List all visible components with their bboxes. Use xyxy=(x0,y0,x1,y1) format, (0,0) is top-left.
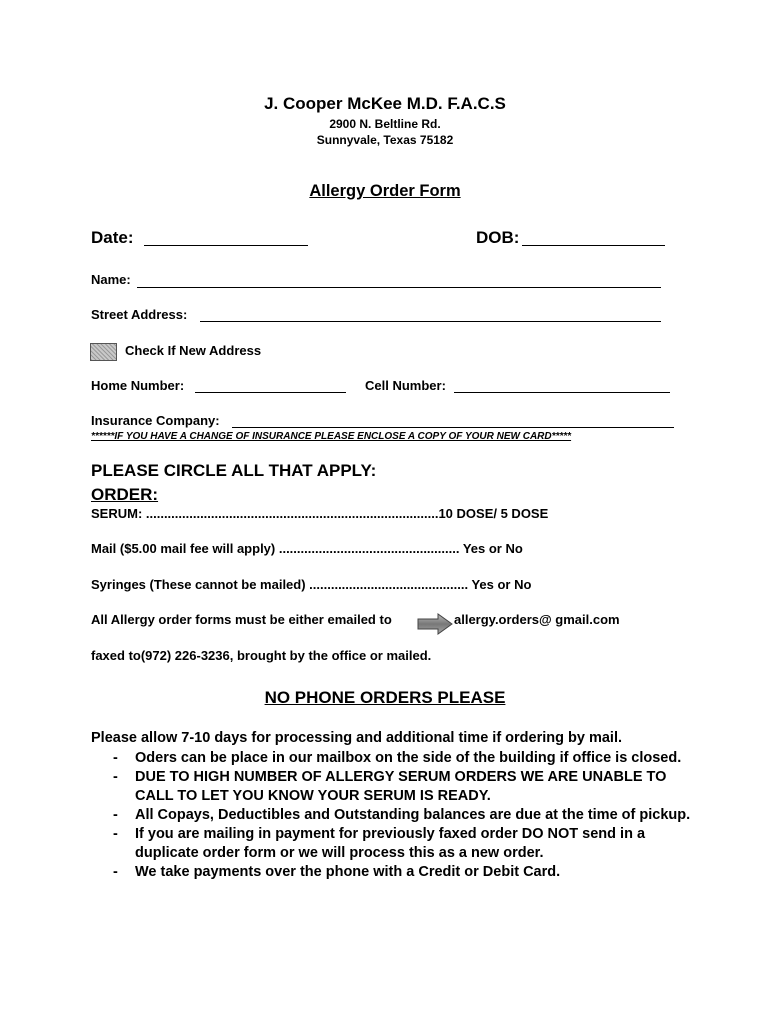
note-text: Oders can be place in our mailbox on the side of the building if office is closed. xyxy=(135,750,682,766)
name-field[interactable] xyxy=(137,287,661,288)
note-text: We take payments over the phone with a Credit or Debit Card. xyxy=(135,864,561,880)
doctor-name: J. Cooper McKee M.D. F.A.C.S xyxy=(264,94,506,113)
note-text: DUE TO HIGH NUMBER OF ALLERGY SERUM ORDERS WE ARE UNABLE TO CALL TO LET YOU KNOW YOUR SERUM IS READY. xyxy=(135,769,667,804)
date-label: Date: xyxy=(91,228,134,247)
new-address-label: Check If New Address xyxy=(125,343,262,358)
cell-number-label: Cell Number: xyxy=(365,378,446,393)
list-dash: - xyxy=(113,750,118,766)
name-label: Name: xyxy=(91,272,131,287)
list-dash: - xyxy=(113,769,118,785)
serum-line: SERUM: .................................................................................10 DOSE/ 5 DOSE xyxy=(91,506,549,521)
email-address[interactable]: allergy.orders@ gmail.com xyxy=(454,612,620,627)
notes-list xyxy=(91,749,691,882)
address-street: 2900 N. Beltline Rd. xyxy=(329,117,441,131)
dob-label: DOB: xyxy=(476,228,520,247)
home-number-label: Home Number: xyxy=(91,378,185,393)
new-address-checkbox[interactable] xyxy=(90,343,117,361)
list-item xyxy=(91,863,691,882)
list-dash: - xyxy=(113,807,118,823)
list-dash: - xyxy=(113,826,118,842)
form-title: Allergy Order Form xyxy=(309,182,461,200)
list-dash: - xyxy=(113,864,118,880)
list-item xyxy=(91,806,691,825)
insurance-field[interactable] xyxy=(232,427,674,428)
mail-line: Mail ($5.00 mail fee will apply) .................................................. Yes or No xyxy=(91,541,523,556)
no-phone-orders: NO PHONE ORDERS PLEASE xyxy=(264,688,506,707)
order-heading: ORDER: xyxy=(91,485,159,504)
syringes-line: Syringes (These cannot be mailed) ............................................ Yes or No xyxy=(91,577,532,592)
fax-line: faxed to(972) 226-3236, brought by the office or mailed. xyxy=(91,648,432,663)
list-item xyxy=(91,768,691,806)
note-text: If you are mailing in payment for previously faxed order DO NOT send in a duplicate order form or we will process this as a new order. xyxy=(135,826,646,861)
submit-text: All Allergy order forms must be either emailed to xyxy=(91,612,392,627)
list-item xyxy=(91,749,691,768)
notes-intro: Please allow 7-10 days for processing and additional time if ordering by mail. xyxy=(91,730,623,746)
arrow-right-icon xyxy=(417,613,453,635)
street-label: Street Address: xyxy=(91,307,188,322)
insurance-note: ******IF YOU HAVE A CHANGE OF INSURANCE PLEASE ENCLOSE A COPY OF YOUR NEW CARD***** xyxy=(91,431,572,442)
cell-number-field[interactable] xyxy=(454,392,670,393)
home-number-field[interactable] xyxy=(195,392,346,393)
street-field[interactable] xyxy=(200,321,661,322)
insurance-label: Insurance Company: xyxy=(91,413,220,428)
note-text: All Copays, Deductibles and Outstanding balances are due at the time of pickup. xyxy=(135,807,691,823)
dob-field[interactable] xyxy=(522,245,665,246)
circle-heading: PLEASE CIRCLE ALL THAT APPLY: xyxy=(91,461,377,480)
date-field[interactable] xyxy=(144,245,308,246)
address-city: Sunnyvale, Texas 75182 xyxy=(316,133,454,147)
list-item xyxy=(91,825,691,863)
